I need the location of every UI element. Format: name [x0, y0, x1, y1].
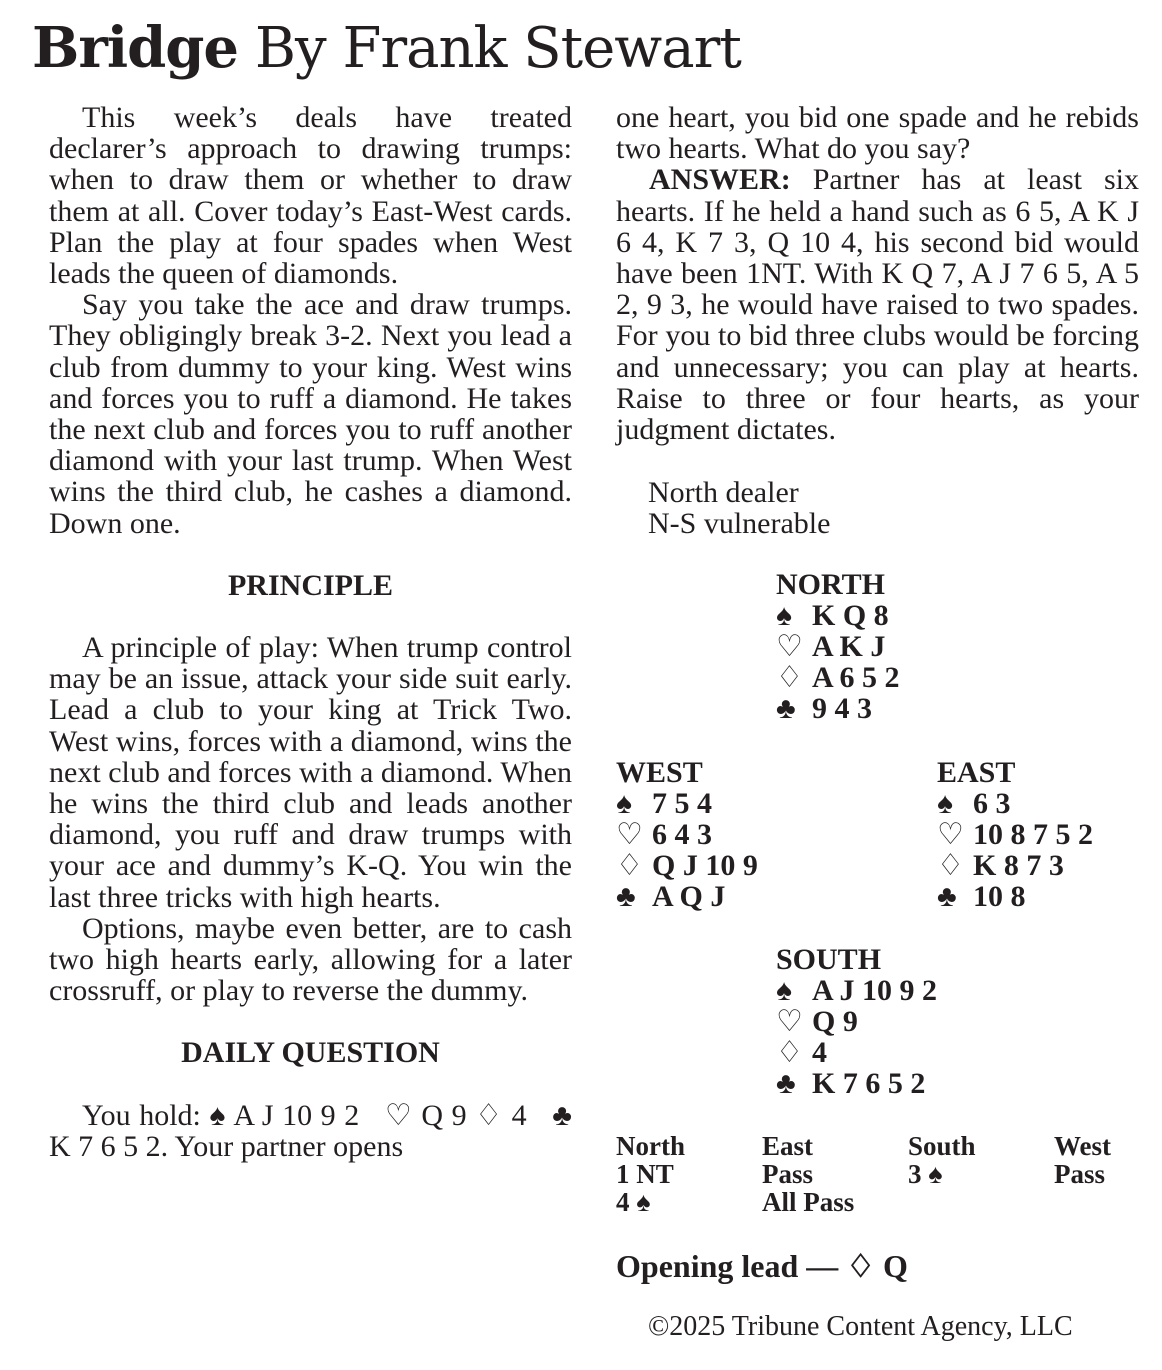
east-clubs: 10 8	[973, 880, 1026, 913]
principle-paragraph-1: A principle of play: When trump control may be an issue, attack your side suit early. Lead a club to your king at Trick Two. West wins, forces with a diamond, wins the next club and forces with a diamond. When he wins the third club and leads another diamond, you ruff and draw trumps with your ace and dummy’s K-Q. You win the last three tricks with high hearts.	[49, 631, 572, 914]
left-column	[49, 102, 572, 1162]
spade-icon: ♠	[616, 787, 632, 820]
hand-label: NORTH	[776, 568, 885, 601]
west-clubs: A Q J	[652, 880, 726, 913]
bidding-table	[616, 1132, 1162, 1216]
south-diamonds: 4	[812, 1036, 827, 1069]
bid: Pass	[1054, 1159, 1106, 1189]
hand-south	[776, 944, 937, 1099]
hand-label: EAST	[937, 756, 1016, 789]
east-diamonds: K 8 7 3	[973, 849, 1064, 882]
south-clubs: K 7 6 5 2	[812, 1067, 926, 1100]
title-byline: By Frank Stewart	[254, 16, 741, 81]
dealer: North dealer	[648, 476, 799, 509]
north-hearts: A K J	[812, 630, 886, 663]
south-hearts: Q 9	[812, 1005, 858, 1038]
club-icon: ♣	[776, 692, 796, 725]
answer-label: ANSWER:	[649, 163, 791, 197]
north-diamonds: A 6 5 2	[812, 661, 900, 694]
club-icon: ♣	[937, 880, 957, 913]
south-spades: A J 10 9 2	[812, 974, 938, 1007]
west-hearts: 6 4 3	[652, 818, 712, 851]
bidding-row	[616, 1160, 1162, 1188]
east-hearts: 10 8 7 5 2	[973, 818, 1093, 851]
club-icon: ♣	[616, 880, 636, 913]
hand-east	[937, 757, 1093, 912]
heart-icon: ♡	[616, 818, 643, 851]
bid: 3 ♠	[908, 1159, 943, 1189]
vulnerability: N-S vulnerable	[648, 507, 831, 541]
intro-paragraph-1: This week’s deals have treated declarer’s approach to drawing trumps: when to draw them or whether to draw them at all. Cover today’s East-West cards. Plan the play at four spades when West leads the queen of diamonds.	[49, 101, 572, 291]
bidding-header: South	[908, 1131, 976, 1161]
heart-icon: ♡	[937, 818, 964, 851]
bidding-row	[616, 1188, 1162, 1216]
diamond-icon: ♢	[776, 661, 803, 694]
answer-text: Partner has at least six hearts. If he held a hand such as 6 5, A K J 6 4, K 7 3, Q 10 4, his second bid would have been 1NT. With K Q 7, A J 7 6 5, A 5 2, 9 3, he would have raised to two spades. For you to bid three clubs would be forcing and unnecessary; you can play at hearts. Raise to three or four hearts, as your judgment dictates.	[616, 163, 1139, 447]
diamond-icon: ♢	[937, 849, 964, 882]
diamond-icon: ♢	[616, 849, 643, 882]
bidding-header: East	[762, 1131, 814, 1161]
hand-north	[776, 569, 900, 724]
heart-icon: ♡	[776, 630, 803, 663]
east-spades: 6 3	[973, 787, 1011, 820]
right-column	[616, 102, 1139, 445]
principle-paragraph-2: Options, maybe even better, are to cash two high hearts early, allowing for a later crossruff, or play to reverse the dummy.	[49, 911, 572, 1008]
principle-heading: PRINCIPLE	[227, 568, 393, 602]
west-spades: 7 5 4	[652, 787, 712, 820]
north-clubs: 9 4 3	[812, 692, 872, 725]
west-diamonds: Q J 10 9	[652, 849, 758, 882]
bid: All Pass	[762, 1187, 855, 1217]
spade-icon: ♠	[776, 974, 792, 1007]
title-bridge: Bridge	[32, 15, 239, 81]
bidding-header: North	[616, 1131, 685, 1161]
intro-paragraph-2: Say you take the ace and draw trumps. They obligingly break 3-2. Next you lead a club from dummy to your king. West wins and forces you to ruff a diamond. He takes the next club and forces you to ruff another diamond with your last trump. When West wins the third club, he cashes a diamond. Down one.	[49, 288, 572, 540]
hand-west	[616, 757, 758, 912]
bid	[908, 1188, 1054, 1216]
north-spades: K Q 8	[812, 599, 889, 632]
bid: 4 ♠	[616, 1187, 651, 1217]
bidding-header: West	[1054, 1131, 1111, 1161]
hand-label: SOUTH	[776, 943, 882, 976]
page-title	[32, 14, 741, 83]
copyright: ©2025 Tribune Content Agency, LLC	[648, 1311, 1073, 1342]
spade-icon: ♠	[937, 787, 953, 820]
bid: 1 NT	[616, 1159, 674, 1189]
hand-label: WEST	[616, 756, 703, 789]
opening-lead: Opening lead — ♢ Q	[616, 1248, 908, 1284]
bidding-header-row	[616, 1132, 1162, 1160]
question-continuation: one heart, you bid one spade and he rebids two hearts. What do you say?	[616, 101, 1139, 166]
diamond-icon: ♢	[776, 1036, 803, 1069]
daily-question-heading: DAILY QUESTION	[181, 1036, 440, 1070]
bid	[1054, 1188, 1162, 1216]
heart-icon: ♡	[776, 1005, 803, 1038]
question-text: You hold: ♠ A J 10 9 2 ♡ Q 9 ♢ 4 ♣ K 7 6 5 2. Your partner opens	[49, 1098, 572, 1163]
club-icon: ♣	[776, 1067, 796, 1100]
answer-paragraph	[616, 164, 1139, 445]
deal-info	[648, 477, 830, 539]
spade-icon: ♠	[776, 599, 792, 632]
bid: Pass	[762, 1159, 814, 1189]
